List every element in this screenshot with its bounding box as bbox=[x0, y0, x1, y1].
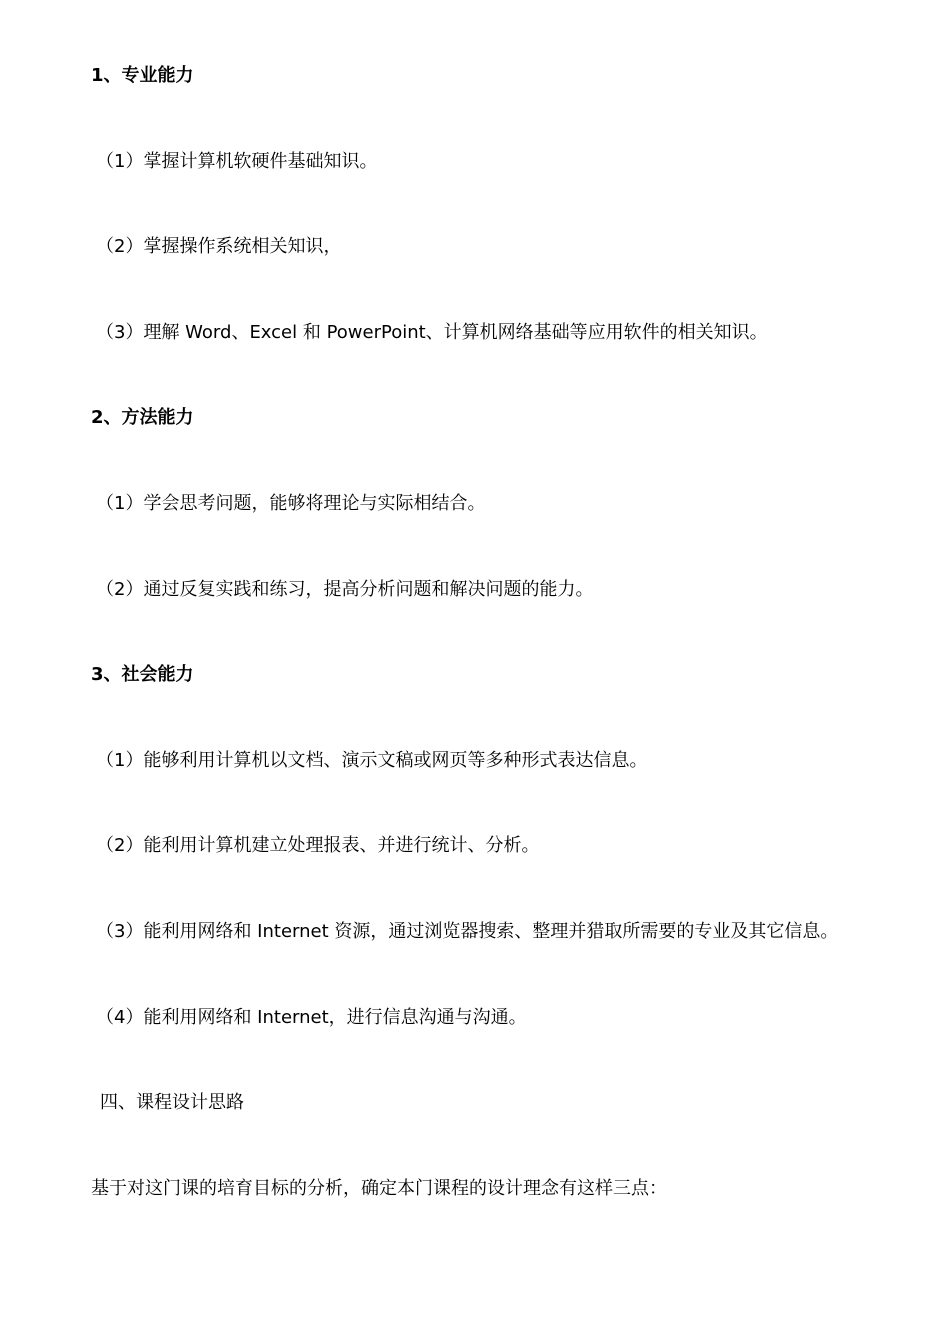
list-item: （3）理解 Word、Excel 和 PowerPoint、计算机网络基础等应用软件的相关知识。 bbox=[96, 322, 768, 343]
list-item: （3）能利用网络和 Internet 资源，通过浏览器搜索、整理并猎取所需要的专业及其它信息。 bbox=[96, 921, 839, 942]
list-item: （1）掌握计算机软硬件基础知识。 bbox=[96, 151, 378, 172]
heading-social-ability: 3、社会能力 bbox=[91, 664, 194, 685]
section-title-course-design: 四、课程设计思路 bbox=[100, 1092, 244, 1113]
list-item: （2）能利用计算机建立处理报表、并进行统计、分析。 bbox=[96, 835, 540, 856]
list-item: （1）学会思考问题，能够将理论与实际相结合。 bbox=[96, 493, 486, 514]
heading-method-ability: 2、方法能力 bbox=[91, 407, 194, 428]
body-paragraph: 基于对这门课的培育目标的分析，确定本门课程的设计理念有这样三点： bbox=[91, 1178, 667, 1199]
list-item: （4）能利用网络和 Internet，进行信息沟通与沟通。 bbox=[96, 1007, 527, 1028]
list-item: （2）掌握操作系统相关知识， bbox=[96, 236, 342, 257]
list-item: （2）通过反复实践和练习，提高分析问题和解决问题的能力。 bbox=[96, 579, 594, 600]
heading-professional-ability: 1、专业能力 bbox=[91, 65, 194, 86]
list-item: （1）能够利用计算机以文档、演示文稿或网页等多种形式表达信息。 bbox=[96, 750, 648, 771]
